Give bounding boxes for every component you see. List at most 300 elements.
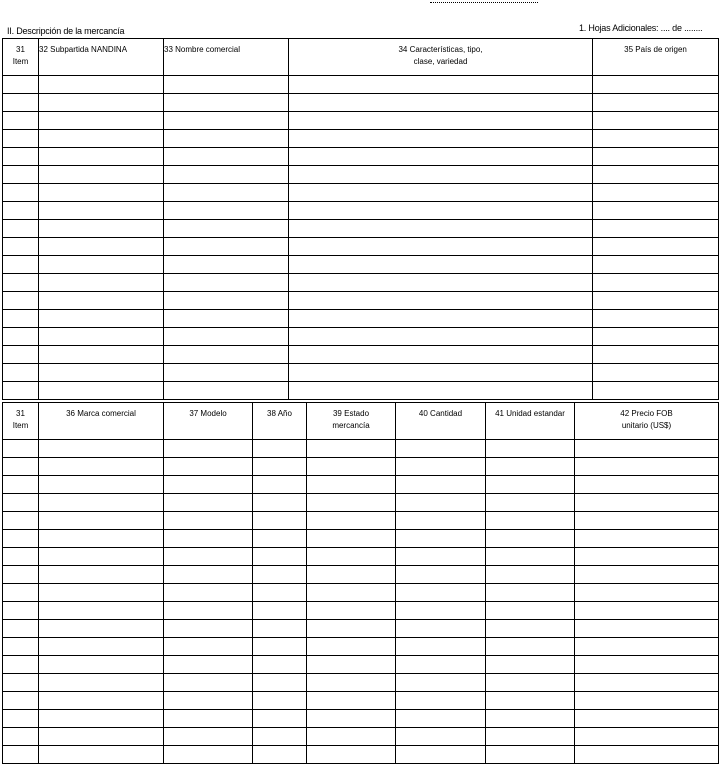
bottom-cell[interactable] bbox=[486, 620, 575, 638]
bottom-cell[interactable] bbox=[253, 476, 307, 494]
bottom-cell[interactable] bbox=[3, 638, 39, 656]
top-cell[interactable] bbox=[593, 256, 719, 274]
bottom-cell[interactable] bbox=[575, 494, 719, 512]
bottom-cell[interactable] bbox=[486, 692, 575, 710]
top-cell[interactable] bbox=[3, 76, 39, 94]
bottom-cell[interactable] bbox=[396, 602, 486, 620]
top-cell[interactable] bbox=[39, 292, 164, 310]
bottom-table-row bbox=[3, 656, 719, 674]
top-cell[interactable] bbox=[289, 310, 593, 328]
bottom-cell[interactable] bbox=[253, 620, 307, 638]
bottom-cell[interactable] bbox=[39, 620, 164, 638]
bottom-header-col-3 bbox=[164, 403, 253, 440]
top-cell[interactable] bbox=[3, 274, 39, 292]
bottom-cell[interactable] bbox=[486, 746, 575, 764]
top-cell[interactable] bbox=[39, 346, 164, 364]
bottom-cell[interactable] bbox=[164, 494, 253, 512]
bottom-cell[interactable] bbox=[396, 530, 486, 548]
goods-details-table bbox=[2, 402, 719, 764]
top-cell[interactable] bbox=[289, 76, 593, 94]
additional-sheets-label: 1. Hojas Adicionales: .... de ........ bbox=[579, 23, 703, 33]
bottom-cell[interactable] bbox=[486, 476, 575, 494]
bottom-cell[interactable] bbox=[253, 710, 307, 728]
bottom-cell[interactable] bbox=[307, 692, 396, 710]
bottom-cell[interactable] bbox=[39, 602, 164, 620]
bottom-cell[interactable] bbox=[164, 440, 253, 458]
bottom-cell[interactable] bbox=[253, 728, 307, 746]
bottom-cell[interactable] bbox=[396, 440, 486, 458]
bottom-cell[interactable] bbox=[575, 692, 719, 710]
bottom-cell[interactable] bbox=[486, 602, 575, 620]
bottom-cell[interactable] bbox=[396, 746, 486, 764]
top-cell[interactable] bbox=[164, 202, 289, 220]
top-table-row bbox=[3, 274, 719, 292]
top-cell[interactable] bbox=[289, 328, 593, 346]
top-header-col-2 bbox=[39, 39, 164, 76]
top-cell[interactable] bbox=[593, 346, 719, 364]
top-cell[interactable] bbox=[3, 148, 39, 166]
bottom-cell[interactable] bbox=[396, 710, 486, 728]
bottom-cell[interactable] bbox=[39, 440, 164, 458]
top-cell[interactable] bbox=[39, 310, 164, 328]
bottom-cell[interactable] bbox=[486, 584, 575, 602]
top-cell[interactable] bbox=[289, 382, 593, 400]
top-cell[interactable] bbox=[3, 184, 39, 202]
top-table-row bbox=[3, 364, 719, 382]
bottom-cell[interactable] bbox=[307, 746, 396, 764]
bottom-cell[interactable] bbox=[486, 458, 575, 476]
bottom-cell[interactable] bbox=[164, 674, 253, 692]
top-cell[interactable] bbox=[289, 364, 593, 382]
top-cell[interactable] bbox=[593, 202, 719, 220]
bottom-cell[interactable] bbox=[164, 710, 253, 728]
bottom-cell[interactable] bbox=[396, 566, 486, 584]
bottom-cell[interactable] bbox=[575, 566, 719, 584]
bottom-cell[interactable] bbox=[575, 548, 719, 566]
bottom-cell[interactable] bbox=[396, 512, 486, 530]
top-cell[interactable] bbox=[3, 238, 39, 256]
top-cell[interactable] bbox=[39, 76, 164, 94]
top-cell[interactable] bbox=[3, 346, 39, 364]
top-cell[interactable] bbox=[289, 274, 593, 292]
bottom-cell[interactable] bbox=[39, 656, 164, 674]
bottom-cell[interactable] bbox=[3, 458, 39, 476]
bottom-table-row bbox=[3, 584, 719, 602]
bottom-cell[interactable] bbox=[3, 440, 39, 458]
top-cell[interactable] bbox=[593, 310, 719, 328]
top-cell[interactable] bbox=[39, 274, 164, 292]
bottom-cell[interactable] bbox=[3, 656, 39, 674]
bottom-header-col-5 bbox=[307, 403, 396, 440]
bottom-cell[interactable] bbox=[253, 440, 307, 458]
top-cell[interactable] bbox=[164, 148, 289, 166]
bottom-header-col-4 bbox=[253, 403, 307, 440]
top-table-row bbox=[3, 382, 719, 400]
bottom-cell[interactable] bbox=[486, 530, 575, 548]
top-cell[interactable] bbox=[289, 220, 593, 238]
bottom-cell[interactable] bbox=[253, 602, 307, 620]
bottom-cell[interactable] bbox=[307, 476, 396, 494]
top-cell[interactable] bbox=[289, 94, 593, 112]
goods-description-table bbox=[2, 38, 719, 400]
bottom-cell[interactable] bbox=[575, 746, 719, 764]
top-cell[interactable] bbox=[593, 382, 719, 400]
top-cell[interactable] bbox=[39, 256, 164, 274]
bottom-table-row bbox=[3, 548, 719, 566]
top-table-row bbox=[3, 310, 719, 328]
bottom-table-row bbox=[3, 440, 719, 458]
bottom-cell[interactable] bbox=[39, 692, 164, 710]
bottom-cell[interactable] bbox=[396, 458, 486, 476]
top-cell[interactable] bbox=[289, 346, 593, 364]
bottom-cell[interactable] bbox=[253, 548, 307, 566]
bottom-cell[interactable] bbox=[486, 440, 575, 458]
bottom-cell[interactable] bbox=[575, 656, 719, 674]
bottom-cell[interactable] bbox=[164, 728, 253, 746]
top-cell[interactable] bbox=[39, 184, 164, 202]
bottom-cell[interactable] bbox=[486, 638, 575, 656]
top-table-row bbox=[3, 94, 719, 112]
bottom-cell[interactable] bbox=[575, 602, 719, 620]
top-header-col-3 bbox=[164, 39, 289, 76]
bottom-cell[interactable] bbox=[253, 566, 307, 584]
top-table-row bbox=[3, 148, 719, 166]
bottom-cell[interactable] bbox=[164, 584, 253, 602]
top-header-label: 35 País de origen bbox=[624, 45, 687, 54]
bottom-cell[interactable] bbox=[164, 530, 253, 548]
top-cell[interactable] bbox=[593, 328, 719, 346]
top-cell[interactable] bbox=[3, 220, 39, 238]
bottom-cell[interactable] bbox=[307, 584, 396, 602]
bottom-cell[interactable] bbox=[486, 494, 575, 512]
top-cell[interactable] bbox=[593, 364, 719, 382]
top-cell[interactable] bbox=[164, 274, 289, 292]
bottom-cell[interactable] bbox=[307, 656, 396, 674]
top-cell[interactable] bbox=[39, 112, 164, 130]
top-cell[interactable] bbox=[3, 328, 39, 346]
top-table-row bbox=[3, 184, 719, 202]
bottom-cell[interactable] bbox=[39, 548, 164, 566]
bottom-cell[interactable] bbox=[396, 692, 486, 710]
top-cell[interactable] bbox=[289, 292, 593, 310]
bottom-cell[interactable] bbox=[486, 548, 575, 566]
top-cell[interactable] bbox=[593, 94, 719, 112]
bottom-cell[interactable] bbox=[39, 494, 164, 512]
top-cell[interactable] bbox=[593, 148, 719, 166]
top-cell[interactable] bbox=[164, 112, 289, 130]
bottom-header-col-2 bbox=[39, 403, 164, 440]
top-cell[interactable] bbox=[164, 346, 289, 364]
bottom-cell[interactable] bbox=[396, 584, 486, 602]
bottom-header-label: 36 Marca comercial bbox=[66, 409, 136, 418]
top-table-row bbox=[3, 166, 719, 184]
top-table-row bbox=[3, 202, 719, 220]
bottom-cell[interactable] bbox=[164, 566, 253, 584]
bottom-cell[interactable] bbox=[253, 656, 307, 674]
top-table-row bbox=[3, 328, 719, 346]
bottom-cell[interactable] bbox=[307, 710, 396, 728]
top-cell[interactable] bbox=[289, 238, 593, 256]
bottom-cell[interactable] bbox=[307, 512, 396, 530]
bottom-cell[interactable] bbox=[575, 620, 719, 638]
bottom-cell[interactable] bbox=[575, 584, 719, 602]
bottom-table-row bbox=[3, 638, 719, 656]
bottom-table-row bbox=[3, 728, 719, 746]
bottom-cell[interactable] bbox=[307, 494, 396, 512]
top-cell[interactable] bbox=[3, 130, 39, 148]
top-cell[interactable] bbox=[164, 292, 289, 310]
bottom-cell[interactable] bbox=[253, 512, 307, 530]
bottom-cell[interactable] bbox=[3, 602, 39, 620]
bottom-cell[interactable] bbox=[486, 710, 575, 728]
bottom-cell[interactable] bbox=[307, 728, 396, 746]
bottom-cell[interactable] bbox=[307, 458, 396, 476]
top-table-row bbox=[3, 238, 719, 256]
top-header-label: 34 Características, tipo, clase, variedad bbox=[398, 45, 483, 66]
signature-dotted-line bbox=[430, 2, 538, 3]
bottom-cell[interactable] bbox=[253, 530, 307, 548]
bottom-cell[interactable] bbox=[3, 674, 39, 692]
top-cell[interactable] bbox=[39, 202, 164, 220]
bottom-cell[interactable] bbox=[164, 620, 253, 638]
top-cell[interactable] bbox=[593, 76, 719, 94]
top-cell[interactable] bbox=[39, 148, 164, 166]
bottom-table-row bbox=[3, 674, 719, 692]
bottom-table-row bbox=[3, 530, 719, 548]
bottom-cell[interactable] bbox=[575, 476, 719, 494]
bottom-cell[interactable] bbox=[39, 746, 164, 764]
bottom-table-row bbox=[3, 746, 719, 764]
top-cell[interactable] bbox=[593, 274, 719, 292]
top-cell[interactable] bbox=[164, 184, 289, 202]
bottom-cell[interactable] bbox=[486, 512, 575, 530]
bottom-header-label: 41 Unidad estandar bbox=[495, 409, 565, 418]
top-cell[interactable] bbox=[3, 310, 39, 328]
top-cell[interactable] bbox=[164, 310, 289, 328]
top-cell[interactable] bbox=[164, 328, 289, 346]
bottom-cell[interactable] bbox=[253, 674, 307, 692]
top-cell[interactable] bbox=[164, 94, 289, 112]
top-cell[interactable] bbox=[39, 130, 164, 148]
bottom-cell[interactable] bbox=[575, 530, 719, 548]
bottom-cell[interactable] bbox=[307, 674, 396, 692]
top-cell[interactable] bbox=[164, 256, 289, 274]
bottom-cell[interactable] bbox=[307, 620, 396, 638]
bottom-table-row bbox=[3, 602, 719, 620]
bottom-table-row bbox=[3, 620, 719, 638]
top-cell[interactable] bbox=[289, 148, 593, 166]
bottom-cell[interactable] bbox=[164, 458, 253, 476]
bottom-cell[interactable] bbox=[575, 710, 719, 728]
bottom-table-row bbox=[3, 566, 719, 584]
bottom-cell[interactable] bbox=[486, 674, 575, 692]
top-header-label: 31 Item bbox=[12, 45, 29, 66]
top-header-label: 33 Nombre comercial bbox=[164, 45, 241, 54]
top-header-col-1 bbox=[3, 39, 39, 76]
bottom-cell[interactable] bbox=[39, 638, 164, 656]
bottom-cell[interactable] bbox=[164, 512, 253, 530]
bottom-header-label: 39 Estado mercancía bbox=[332, 409, 370, 430]
bottom-cell[interactable] bbox=[39, 458, 164, 476]
bottom-cell[interactable] bbox=[396, 494, 486, 512]
bottom-cell[interactable] bbox=[575, 440, 719, 458]
top-cell[interactable] bbox=[39, 364, 164, 382]
top-cell[interactable] bbox=[39, 166, 164, 184]
top-cell[interactable] bbox=[3, 382, 39, 400]
bottom-cell[interactable] bbox=[3, 692, 39, 710]
bottom-cell[interactable] bbox=[396, 656, 486, 674]
bottom-cell[interactable] bbox=[486, 656, 575, 674]
bottom-cell[interactable] bbox=[164, 638, 253, 656]
section-title: II. Descripción de la mercancía bbox=[7, 26, 125, 36]
top-cell[interactable] bbox=[164, 220, 289, 238]
top-cell[interactable] bbox=[593, 292, 719, 310]
bottom-table-row bbox=[3, 494, 719, 512]
top-table-row bbox=[3, 256, 719, 274]
bottom-header-label: 37 Modelo bbox=[189, 409, 227, 418]
bottom-cell[interactable] bbox=[307, 548, 396, 566]
top-cell[interactable] bbox=[164, 382, 289, 400]
bottom-cell[interactable] bbox=[39, 476, 164, 494]
bottom-cell[interactable] bbox=[575, 638, 719, 656]
bottom-cell[interactable] bbox=[253, 458, 307, 476]
top-table-row bbox=[3, 346, 719, 364]
bottom-header-label: 38 Año bbox=[267, 409, 292, 418]
bottom-cell[interactable] bbox=[3, 548, 39, 566]
top-cell[interactable] bbox=[3, 202, 39, 220]
bottom-cell[interactable] bbox=[164, 746, 253, 764]
bottom-cell[interactable] bbox=[3, 728, 39, 746]
bottom-cell[interactable] bbox=[3, 710, 39, 728]
bottom-cell[interactable] bbox=[307, 440, 396, 458]
top-cell[interactable] bbox=[164, 166, 289, 184]
top-cell[interactable] bbox=[39, 328, 164, 346]
bottom-cell[interactable] bbox=[575, 728, 719, 746]
top-cell[interactable] bbox=[3, 112, 39, 130]
top-cell[interactable] bbox=[593, 166, 719, 184]
bottom-header-col-8 bbox=[575, 403, 719, 440]
bottom-cell[interactable] bbox=[3, 746, 39, 764]
top-cell[interactable] bbox=[164, 364, 289, 382]
bottom-table-row bbox=[3, 458, 719, 476]
bottom-header-col-6 bbox=[396, 403, 486, 440]
top-table-row bbox=[3, 130, 719, 148]
top-cell[interactable] bbox=[164, 76, 289, 94]
top-cell[interactable] bbox=[593, 130, 719, 148]
bottom-cell[interactable] bbox=[3, 530, 39, 548]
bottom-cell[interactable] bbox=[307, 638, 396, 656]
bottom-header-col-7 bbox=[486, 403, 575, 440]
top-cell[interactable] bbox=[593, 184, 719, 202]
bottom-cell[interactable] bbox=[3, 494, 39, 512]
bottom-cell[interactable] bbox=[164, 602, 253, 620]
top-cell[interactable] bbox=[289, 256, 593, 274]
bottom-cell[interactable] bbox=[39, 584, 164, 602]
bottom-cell[interactable] bbox=[575, 674, 719, 692]
bottom-cell[interactable] bbox=[3, 512, 39, 530]
top-cell[interactable] bbox=[3, 292, 39, 310]
top-cell[interactable] bbox=[593, 238, 719, 256]
bottom-cell[interactable] bbox=[253, 494, 307, 512]
bottom-cell[interactable] bbox=[39, 512, 164, 530]
bottom-cell[interactable] bbox=[164, 476, 253, 494]
top-cell[interactable] bbox=[3, 364, 39, 382]
bottom-table-row bbox=[3, 476, 719, 494]
top-cell[interactable] bbox=[164, 130, 289, 148]
bottom-cell[interactable] bbox=[3, 476, 39, 494]
bottom-cell[interactable] bbox=[396, 728, 486, 746]
top-cell[interactable] bbox=[289, 184, 593, 202]
top-cell[interactable] bbox=[593, 112, 719, 130]
bottom-cell[interactable] bbox=[164, 548, 253, 566]
top-cell[interactable] bbox=[39, 238, 164, 256]
bottom-table-row bbox=[3, 512, 719, 530]
bottom-cell[interactable] bbox=[164, 692, 253, 710]
top-cell[interactable] bbox=[164, 238, 289, 256]
bottom-header-label: 40 Cantidad bbox=[418, 409, 463, 418]
top-cell[interactable] bbox=[289, 202, 593, 220]
bottom-cell[interactable] bbox=[307, 602, 396, 620]
top-cell[interactable] bbox=[39, 382, 164, 400]
bottom-cell[interactable] bbox=[3, 566, 39, 584]
top-cell[interactable] bbox=[39, 220, 164, 238]
bottom-cell[interactable] bbox=[39, 530, 164, 548]
top-cell[interactable] bbox=[39, 94, 164, 112]
top-table-row bbox=[3, 76, 719, 94]
bottom-cell[interactable] bbox=[575, 458, 719, 476]
bottom-cell[interactable] bbox=[307, 530, 396, 548]
bottom-cell[interactable] bbox=[486, 728, 575, 746]
bottom-cell[interactable] bbox=[253, 746, 307, 764]
bottom-table-row bbox=[3, 692, 719, 710]
bottom-cell[interactable] bbox=[253, 638, 307, 656]
bottom-cell[interactable] bbox=[3, 620, 39, 638]
bottom-cell[interactable] bbox=[396, 620, 486, 638]
bottom-cell[interactable] bbox=[164, 656, 253, 674]
bottom-cell[interactable] bbox=[486, 566, 575, 584]
top-table-row bbox=[3, 292, 719, 310]
top-cell[interactable] bbox=[3, 256, 39, 274]
bottom-header-label: 42 Precio FOB unitario (US$) bbox=[620, 409, 673, 430]
bottom-cell[interactable] bbox=[396, 638, 486, 656]
top-cell[interactable] bbox=[593, 220, 719, 238]
bottom-cell[interactable] bbox=[39, 566, 164, 584]
bottom-cell[interactable] bbox=[253, 692, 307, 710]
bottom-table-row bbox=[3, 710, 719, 728]
bottom-cell[interactable] bbox=[3, 584, 39, 602]
top-header-col-5 bbox=[593, 39, 719, 76]
bottom-cell[interactable] bbox=[396, 674, 486, 692]
bottom-cell[interactable] bbox=[39, 728, 164, 746]
bottom-header-col-1 bbox=[3, 403, 39, 440]
bottom-cell[interactable] bbox=[396, 476, 486, 494]
bottom-cell[interactable] bbox=[575, 512, 719, 530]
bottom-cell[interactable] bbox=[396, 548, 486, 566]
top-table-row bbox=[3, 220, 719, 238]
bottom-header-label: 31 Item bbox=[12, 409, 29, 430]
bottom-cell[interactable] bbox=[307, 566, 396, 584]
top-cell[interactable] bbox=[3, 94, 39, 112]
bottom-cell[interactable] bbox=[253, 584, 307, 602]
top-cell[interactable] bbox=[289, 112, 593, 130]
top-cell[interactable] bbox=[3, 166, 39, 184]
top-cell[interactable] bbox=[289, 130, 593, 148]
top-cell[interactable] bbox=[289, 166, 593, 184]
bottom-cell[interactable] bbox=[39, 710, 164, 728]
bottom-cell[interactable] bbox=[39, 674, 164, 692]
top-header-label: 32 Subpartida NANDINA bbox=[39, 45, 128, 54]
top-header-col-4 bbox=[289, 39, 593, 76]
